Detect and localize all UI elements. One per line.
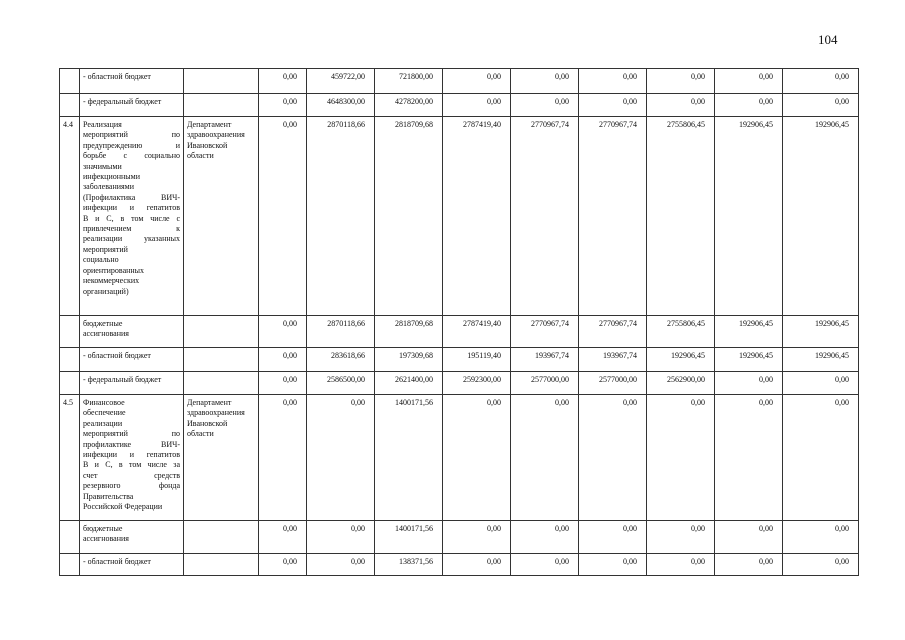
value-cell: 2562900,00	[647, 372, 715, 395]
value-cell: 0,00	[259, 372, 307, 395]
row-index	[60, 348, 80, 372]
value-cell: 0,00	[511, 69, 579, 94]
value-cell: 2870118,66	[307, 316, 375, 348]
activity-name-line: - областной бюджет	[83, 351, 151, 360]
value-cell: 2818709,68	[375, 117, 443, 316]
value-cell: 0,00	[647, 69, 715, 94]
activity-name-line: инфекции и гепатитов	[83, 450, 180, 460]
table-row	[60, 69, 859, 94]
value-cell: 2787419,40	[443, 316, 511, 348]
activity-name-line: обеспечение	[83, 408, 126, 418]
value-cell: 0,00	[259, 94, 307, 117]
value-cell: 0,00	[783, 554, 859, 576]
executor-line: Департамент	[187, 398, 232, 407]
activity-name-line: резервного фонда	[83, 481, 180, 491]
activity-name-line: - областной бюджет	[83, 72, 151, 81]
value-cell: 0,00	[259, 316, 307, 348]
value-cell: 0,00	[307, 395, 375, 521]
row-index	[60, 69, 80, 94]
activity-name-line: реализации	[83, 418, 123, 428]
value-cell: 0,00	[783, 94, 859, 117]
value-cell: 0,00	[443, 395, 511, 521]
value-cell: 0,00	[511, 94, 579, 117]
executor-line: здравоохранения	[187, 130, 245, 140]
activity-name-line: ассигнования	[83, 329, 129, 339]
executor-line: Ивановской	[187, 140, 228, 150]
value-cell: 4648300,00	[307, 94, 375, 117]
budget-table	[59, 68, 859, 576]
activity-name-line: Правительства	[83, 491, 134, 501]
activity-name	[80, 117, 184, 316]
table-row	[60, 521, 859, 554]
value-cell: 2870118,66	[307, 117, 375, 316]
executor-line: здравоохранения	[187, 408, 245, 418]
value-cell: 0,00	[443, 554, 511, 576]
value-cell: 0,00	[715, 372, 783, 395]
activity-name-line: Российской Федерации	[83, 502, 163, 512]
row-index	[60, 316, 80, 348]
value-cell: 192906,45	[783, 117, 859, 316]
row-index	[60, 94, 80, 117]
value-cell: 0,00	[783, 69, 859, 94]
row-index	[60, 372, 80, 395]
value-cell: 193967,74	[511, 348, 579, 372]
activity-name	[80, 521, 184, 554]
table-row	[60, 554, 859, 576]
value-cell: 0,00	[511, 395, 579, 521]
value-cell: 0,00	[259, 521, 307, 554]
table-row	[60, 348, 859, 372]
activity-name-line: некоммерческих	[83, 276, 140, 286]
activity-name-line: инфекции и гепатитов	[83, 203, 180, 213]
activity-name-line: заболеваниями	[83, 182, 135, 192]
activity-name-line: социально	[83, 255, 119, 265]
executor	[184, 69, 259, 94]
value-cell: 721800,00	[375, 69, 443, 94]
activity-name-line: борьбе с социально	[83, 151, 180, 161]
value-cell: 2755806,45	[647, 316, 715, 348]
row-index	[60, 554, 80, 576]
value-cell: 2770967,74	[511, 316, 579, 348]
value-cell: 192906,45	[715, 117, 783, 316]
executor	[184, 348, 259, 372]
value-cell: 192906,45	[715, 348, 783, 372]
value-cell: 2586500,00	[307, 372, 375, 395]
executor	[184, 372, 259, 395]
value-cell: 1400171,56	[375, 521, 443, 554]
executor	[184, 117, 259, 316]
value-cell: 192906,45	[715, 316, 783, 348]
activity-name-line: бюджетные	[83, 319, 123, 328]
activity-name-line: бюджетные	[83, 524, 123, 533]
value-cell: 192906,45	[783, 316, 859, 348]
value-cell: 0,00	[579, 395, 647, 521]
row-index: 4.5	[60, 395, 80, 521]
value-cell: 0,00	[647, 395, 715, 521]
value-cell: 0,00	[647, 94, 715, 117]
value-cell: 1400171,56	[375, 395, 443, 521]
activity-name-line: мероприятий по	[83, 429, 180, 439]
table-row	[60, 316, 859, 348]
value-cell: 0,00	[443, 94, 511, 117]
value-cell: 2592300,00	[443, 372, 511, 395]
activity-name-line: инфекционными	[83, 172, 141, 182]
value-cell: 0,00	[259, 395, 307, 521]
value-cell: 0,00	[715, 521, 783, 554]
value-cell: 0,00	[715, 395, 783, 521]
value-cell: 2577000,00	[511, 372, 579, 395]
value-cell: 0,00	[579, 554, 647, 576]
executor	[184, 554, 259, 576]
executor-line: Ивановской	[187, 418, 228, 428]
value-cell: 0,00	[579, 69, 647, 94]
value-cell: 0,00	[783, 521, 859, 554]
value-cell: 2787419,40	[443, 117, 511, 316]
value-cell: 0,00	[783, 395, 859, 521]
activity-name-line: Финансовое	[83, 398, 125, 407]
executor	[184, 395, 259, 521]
value-cell: 0,00	[647, 554, 715, 576]
row-index	[60, 521, 80, 554]
activity-name	[80, 372, 184, 395]
value-cell: 0,00	[579, 94, 647, 117]
value-cell: 138371,56	[375, 554, 443, 576]
activity-name-line: реализации указанных	[83, 234, 180, 244]
value-cell: 0,00	[259, 69, 307, 94]
value-cell: 197309,68	[375, 348, 443, 372]
activity-name-line: предупреждению и	[83, 140, 180, 150]
value-cell: 0,00	[715, 69, 783, 94]
activity-name-line: ассигнования	[83, 534, 129, 544]
value-cell: 195119,40	[443, 348, 511, 372]
value-cell: 0,00	[715, 94, 783, 117]
executor-line: области	[187, 429, 214, 439]
activity-name	[80, 316, 184, 348]
value-cell: 2770967,74	[579, 117, 647, 316]
value-cell: 0,00	[783, 372, 859, 395]
table-row	[60, 372, 859, 395]
activity-name-line: мероприятий	[83, 244, 128, 254]
value-cell: 459722,00	[307, 69, 375, 94]
executor-line: области	[187, 151, 214, 161]
value-cell: 0,00	[511, 554, 579, 576]
activity-name-line: - федеральный бюджет	[83, 97, 162, 106]
value-cell: 0,00	[579, 521, 647, 554]
value-cell: 2577000,00	[579, 372, 647, 395]
activity-name-line: - областной бюджет	[83, 557, 151, 566]
value-cell: 0,00	[307, 554, 375, 576]
value-cell: 193967,74	[579, 348, 647, 372]
activity-name	[80, 554, 184, 576]
activity-name-line: организаций)	[83, 286, 129, 296]
activity-name-line: (Профилактика ВИЧ-	[83, 192, 180, 202]
activity-name	[80, 94, 184, 117]
value-cell: 0,00	[443, 521, 511, 554]
activity-name-line: мероприятий по	[83, 130, 180, 140]
page-number: 104	[818, 32, 838, 47]
value-cell: 2770967,74	[511, 117, 579, 316]
activity-name	[80, 348, 184, 372]
value-cell: 0,00	[443, 69, 511, 94]
activity-name-line: ориентированных	[83, 265, 145, 275]
value-cell: 0,00	[511, 521, 579, 554]
value-cell: 4278200,00	[375, 94, 443, 117]
activity-name-line: счет средств	[83, 470, 180, 480]
value-cell: 0,00	[259, 117, 307, 316]
activity-name-line: значимыми	[83, 161, 122, 171]
executor	[184, 316, 259, 348]
activity-name-line: В и С, в том числе за	[83, 460, 180, 470]
value-cell: 192906,45	[783, 348, 859, 372]
value-cell: 2621400,00	[375, 372, 443, 395]
activity-name	[80, 395, 184, 521]
value-cell: 0,00	[647, 521, 715, 554]
value-cell: 283618,66	[307, 348, 375, 372]
value-cell: 0,00	[259, 554, 307, 576]
table-row	[60, 395, 859, 521]
activity-name-line: привлечением к	[83, 224, 180, 234]
row-index: 4.4	[60, 117, 80, 316]
table-row	[60, 117, 859, 316]
activity-name-line: профилактике ВИЧ-	[83, 439, 180, 449]
executor	[184, 94, 259, 117]
executor	[184, 521, 259, 554]
activity-name-line: В и С, в том числе с	[83, 213, 180, 223]
value-cell: 0,00	[715, 554, 783, 576]
value-cell: 192906,45	[647, 348, 715, 372]
executor-line: Департамент	[187, 120, 232, 129]
activity-name-line: - федеральный бюджет	[83, 375, 162, 384]
value-cell: 2770967,74	[579, 316, 647, 348]
value-cell: 0,00	[307, 521, 375, 554]
value-cell: 0,00	[259, 348, 307, 372]
value-cell: 2755806,45	[647, 117, 715, 316]
activity-name	[80, 69, 184, 94]
activity-name-line: Реализация	[83, 120, 122, 129]
value-cell: 2818709,68	[375, 316, 443, 348]
table-row	[60, 94, 859, 117]
